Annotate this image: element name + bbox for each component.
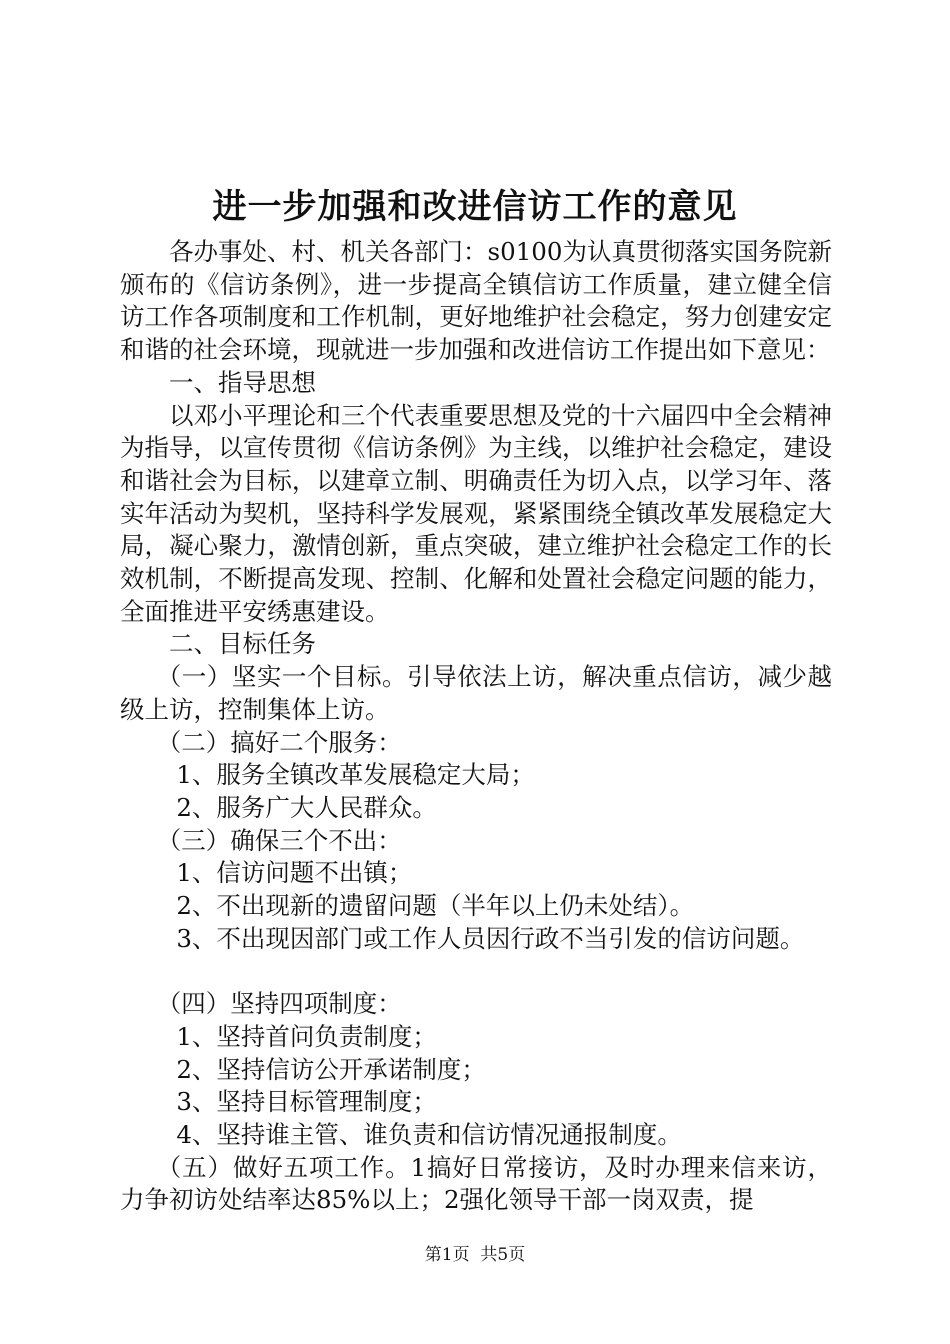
blank-line: [120, 955, 832, 988]
list-item: 2、服务广大人民群众。: [176, 792, 437, 822]
goal-two-heading: （二）搞好二个服务：: [156, 727, 402, 757]
list-item: 1、服务全镇改革发展稳定大局；: [176, 760, 535, 790]
goal-five-paragraph: （五）做好五项工作。1搞好日常接访，及时办理来信来访，力争初访处结率达85%以上；2强化领导干部一岗双责，提: [120, 1152, 832, 1215]
document-body: [120, 236, 832, 1217]
list-item: 1、信访问题不出镇；: [176, 858, 413, 888]
list-item: 1、坚持首问负责制度；: [176, 1021, 437, 1051]
section-heading-goals: 二、目标任务: [169, 629, 316, 659]
page-total: 共5页: [480, 1245, 526, 1265]
list-item: 2、坚持信访公开承诺制度；: [176, 1054, 486, 1084]
page-footer: [0, 1243, 950, 1267]
list-item: 3、不出现因部门或工作人员因行政不当引发的信访问题。: [176, 923, 805, 953]
guiding-thought-paragraph: 以邓小平理论和三个代表重要思想及党的十六届四中全会精神为指导，以宣传贯彻《信访条例》为主线，以维护社会稳定，建设和谐社会为目标，以建章立制、明确责任为切入点，以学习年、落实年活动为契机，坚持科学发展观，紧紧围绕全镇改革发展稳定大局，凝心聚力，激情创新，重点突破，建立维护社会稳定工作的长效机制，不断提高发现、控制、化解和处置社会稳定问题的能力，全面推进平安绣惠建设。: [120, 400, 832, 626]
goal-four-heading: （四）坚持四项制度：: [156, 989, 402, 1019]
list-item: 4、坚持谁主管、谁负责和信访情况通报制度。: [176, 1119, 682, 1149]
page-number: 第1页: [424, 1245, 470, 1265]
list-item: 3、坚持目标管理制度；: [176, 1087, 437, 1117]
goal-three-heading: （三）确保三个不出：: [156, 825, 402, 855]
goal-one-paragraph: （一）坚实一个目标。引导依法上访，解决重点信访，减少越级上访，控制集体上访。: [120, 662, 832, 724]
list-item: 2、不出现新的遗留问题（半年以上仍未处结）。: [176, 891, 695, 921]
section-heading-guiding-thought: 一、指导思想: [169, 367, 316, 397]
document-title: 进一步加强和改进信访工作的意见: [212, 187, 738, 227]
intro-paragraph: 各办事处、村、机关各部门：s0100为认真贯彻落实国务院新颁布的《信访条例》，进一步提高全镇信访工作质量，建立健全信访工作各项制度和工作机制，更好地维护社会稳定，努力创建安定和谐的社会环境，现就进一步加强和改进信访工作提出如下意见：: [120, 237, 832, 365]
